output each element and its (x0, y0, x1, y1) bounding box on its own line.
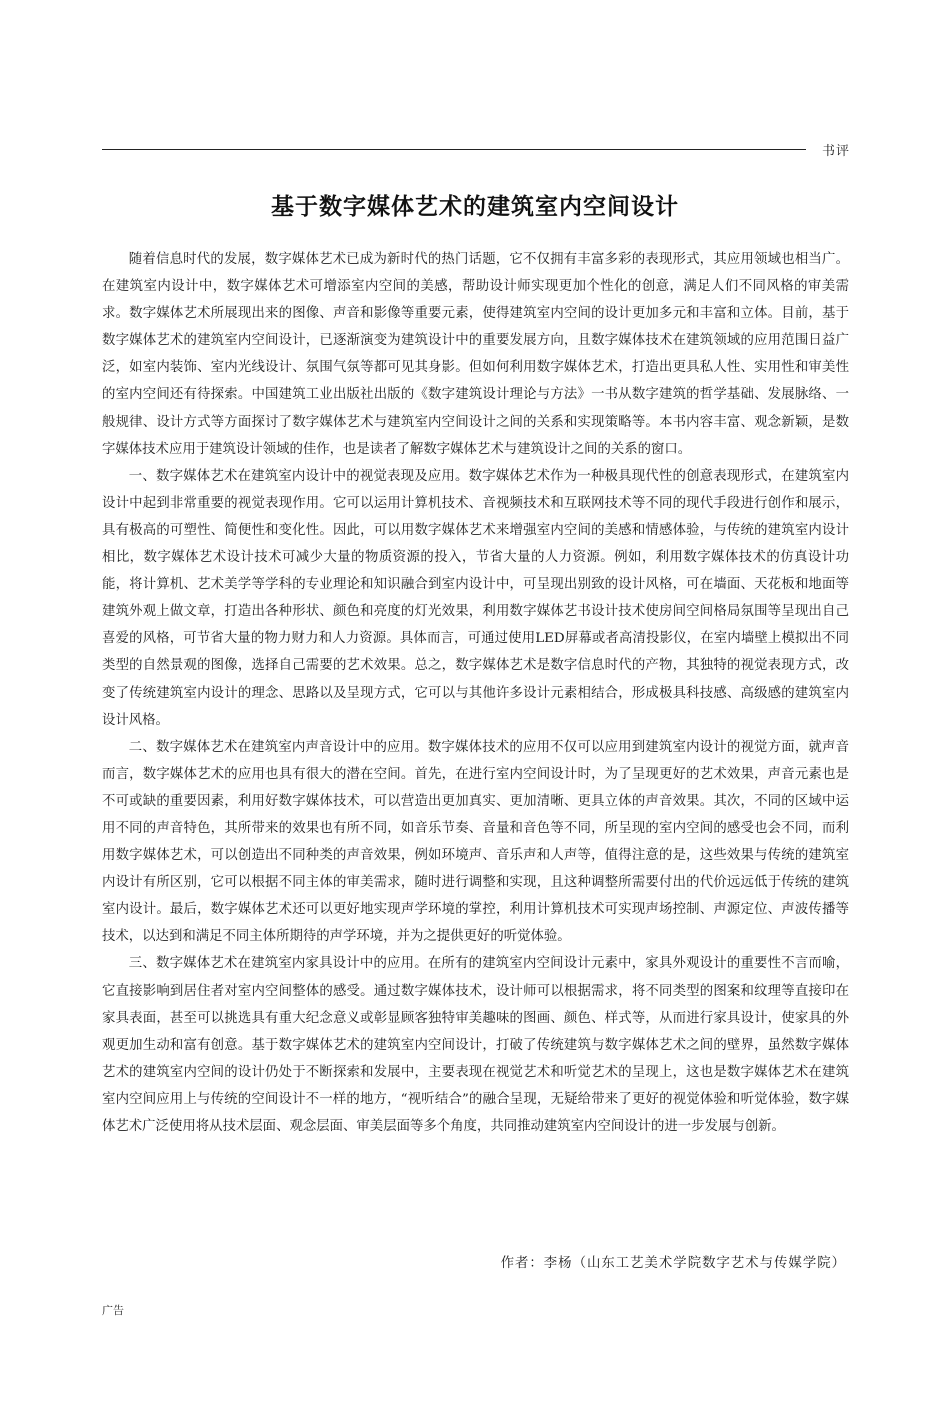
paragraph-intro: 随着信息时代的发展，数字媒体艺术已成为新时代的热门话题，它不仅拥有丰富多彩的表现形式，其应用领域也相当广。在建筑室内设计中，数字媒体艺术可增添室内空间的美感，帮助设计师实现更加个性化的创意，满足人们不同风格的审美需求。数字媒体艺术所展现出来的图像、声音和影像等重要元素，使得建筑室内空间的设计更加多元和丰富和立体。目前，基于数字媒体艺术的建筑室内空间设计，已逐渐演变为建筑设计中的重要发展方向，且数字媒体技术在建筑领域的应用范围日益广泛，如室内装饰、室内光线设计、氛围气氛等都可见其身影。但如何利用数字媒体艺术，打造出更具私人性、实用性和审美性的室内空间还有待探索。中国建筑工业出版社出版的《数字建筑设计理论与方法》一书从数字建筑的哲学基础、发展脉络、一般规律、设计方式等方面探讨了数字媒体艺术与建筑室内空间设计之间的关系和实现策略等。本书内容丰富、观念新颖，是数字媒体技术应用于建筑设计领域的佳作，也是读者了解数字媒体艺术与建筑设计之间的关系的窗口。 (102, 252, 849, 457)
article-title: 基于数字媒体艺术的建筑室内空间设计 (271, 194, 679, 220)
paragraph-visual: 一、数字媒体艺术在建筑室内设计中的视觉表现及应用。数字媒体艺术作为一种极具现代性的创意表现形式，在建筑室内设计中起到非常重要的视觉表现作用。它可以运用计算机技术、音视频技术和互联网技术等不同的现代手段进行创作和展示，具有极高的可塑性、简便性和变化性。因此，可以用数字媒体艺术来增强室内空间的美感和情感体验，与传统的建筑室内设计相比，数字媒体艺术设计技术可减少大量的物质资源的投入，节省大量的人力资源。例如，利用数字媒体技术的仿真设计功能，将计算机、艺术美学等学科的专业理论和知识融合到室内设计中，可呈现出别致的设计风格，可在墙面、天花板和地面等建筑外观上做文章，打造出各种形状、颜色和亮度的灯光效果，利用数字媒体艺书设计技术使房间空间格局氛围等呈现出自己喜爱的风格，可节省大量的物力财力和人力资源。具体而言，可通过使用LED屏幕或者高清投影仪，在室内墙壁上模拟出不同类型的自然景观的图像，选择自己需要的艺术效果。总之，数字媒体艺术是数字信息时代的产物，其独特的视觉表现方式，改变了传统建筑室内设计的理念、思路以及呈现方式，它可以与其他许多设计元素相结合，形成极具科技感、高级感的建筑室内设计风格。 (102, 468, 849, 728)
author-line: 作者：李杨（山东工艺美术学院数字艺术与传媒学院） (500, 1256, 846, 1271)
header-rule (102, 149, 806, 150)
section-label: 书评 (822, 144, 851, 159)
article-body (102, 246, 849, 1140)
paragraph-furniture: 三、数字媒体艺术在建筑室内家具设计中的应用。在所有的建筑室内空间设计元素中，家具外观设计的重要性不言而喻，它直接影响到居住者对室内空间整体的感受。通过数字媒体技术，设计师可以根据需求，将不同类型的图案和纹理等直接印在家具表面，甚至可以挑选具有重大纪念意义或彰显顾客独特审美趣味的图画、颜色、样式等，从而进行家具设计，使家具的外观更加生动和富有创意。基于数字媒体艺术的建筑室内空间设计，打破了传统建筑与数字媒体艺术之间的壁界，虽然数字媒体艺术的建筑室内空间的设计仍处于不断探索和发展中，主要表现在视觉艺术和听觉艺术的呈现上，这也是数字媒体艺术在建筑室内空间应用上与传统的空间设计不一样的地方，“视听结合”的融合呈现，无疑给带来了更好的视觉体验和听觉体验，数字媒体艺术广泛使用将从技术层面、观念层面、审美层面等多个角度，共同推动建筑室内空间设计的进一步发展与创新。 (102, 956, 849, 1134)
footer-ad-label: 广告 (102, 1304, 124, 1317)
paragraph-sound: 二、数字媒体艺术在建筑室内声音设计中的应用。数字媒体技术的应用不仅可以应用到建筑室内设计的视觉方面，就声音而言，数字媒体艺术的应用也具有很大的潜在空间。首先，在进行室内空间设计时，为了呈现更好的艺术效果，声音元素也是不可或缺的重要因素，利用好数字媒体技术，可以营造出更加真实、更加清晰、更具立体的声音效果。其次，不同的区域中运用不同的声音特色，其所带来的效果也有所不同，如音乐节奏、音量和音色等不同，所呈现的室内空间的感受也会不同，而利用数字媒体艺术，可以创造出不同种类的声音效果，例如环境声、音乐声和人声等，值得注意的是，这些效果与传统的建筑室内设计有所区别，它可以根据不同主体的审美需求，随时进行调整和实现，且这种调整所需要付出的代价远远低于传统的建筑室内设计。最后，数字媒体艺术还可以更好地实现声学环境的掌控，利用计算机技术可实现声场控制、声源定位、声波传播等技术，以达到和满足不同主体所期待的声学环境，并为之提供更好的听觉体验。 (102, 739, 849, 945)
